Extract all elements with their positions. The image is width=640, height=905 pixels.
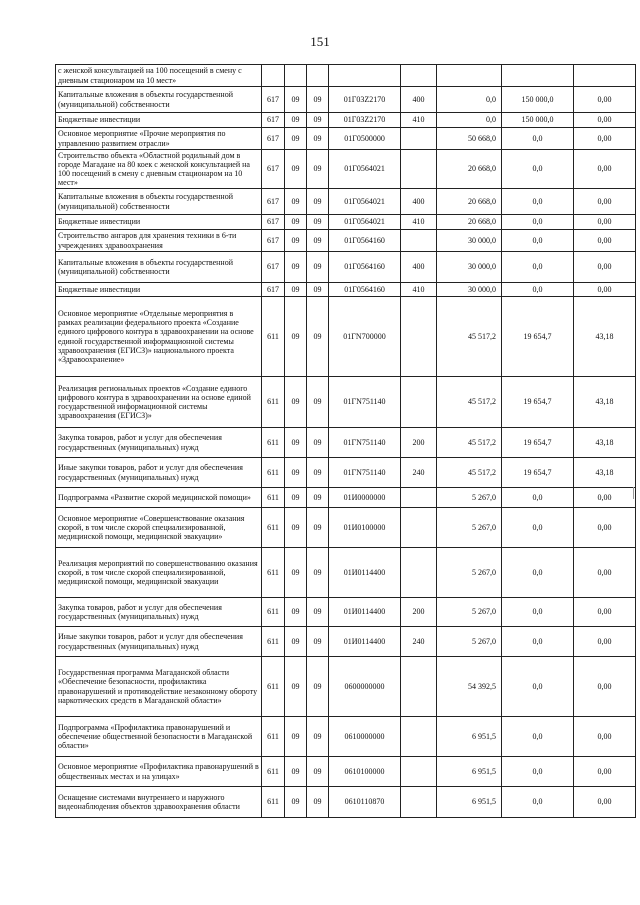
row-target-article: 01ГN700000 bbox=[329, 297, 401, 377]
row-subsection: 09 bbox=[307, 458, 329, 488]
row-planned: 0,0 bbox=[437, 87, 502, 113]
row-planned: 5 267,0 bbox=[437, 598, 502, 627]
row-expense-type: 240 bbox=[401, 458, 437, 488]
row-name: Подпрограмма «Развитие скорой медицинской помощи» bbox=[56, 488, 262, 508]
row-subsection: 09 bbox=[307, 150, 329, 189]
table-row bbox=[56, 65, 636, 87]
row-target-article: 01Г03Z2170 bbox=[329, 87, 401, 113]
row-name: Основное мероприятие «Совершенствование оказания скорой, в том числе скорой специализированной, медицинской помощи, медицинской эвакуации» bbox=[56, 508, 262, 548]
row-subsection: 09 bbox=[307, 508, 329, 548]
row-percent: 43,18 bbox=[574, 428, 636, 458]
scan-edge-mark bbox=[633, 487, 634, 499]
row-subsection bbox=[307, 65, 329, 87]
row-name: Основное мероприятие «Отдельные мероприятия в рамках реализации федерального проекта «Создание единого цифрового контура в здравоохранении на основе единой государственной информационной системы здравоохранения (ЕГИСЗ)» национального проекта «Здравоохранение» bbox=[56, 297, 262, 377]
row-target-article: 01Г0564021 bbox=[329, 189, 401, 215]
row-target-article: 01ГN751140 bbox=[329, 458, 401, 488]
row-target-article: 01И0000000 bbox=[329, 488, 401, 508]
table-row bbox=[56, 252, 636, 283]
row-grbs: 617 bbox=[262, 87, 285, 113]
row-name: Основное мероприятие «Прочие мероприятия по управлению развитием отрасли» bbox=[56, 128, 262, 150]
row-subsection: 09 bbox=[307, 252, 329, 283]
row-target-article: 01Г0500000 bbox=[329, 128, 401, 150]
row-executed: 19 654,7 bbox=[502, 377, 574, 428]
row-expense-type bbox=[401, 787, 437, 818]
row-section: 09 bbox=[285, 787, 307, 818]
row-section: 09 bbox=[285, 150, 307, 189]
row-section: 09 bbox=[285, 128, 307, 150]
row-executed: 0,0 bbox=[502, 252, 574, 283]
row-expense-type bbox=[401, 488, 437, 508]
row-subsection: 09 bbox=[307, 215, 329, 230]
row-subsection: 09 bbox=[307, 113, 329, 128]
table-row bbox=[56, 87, 636, 113]
row-subsection: 09 bbox=[307, 428, 329, 458]
row-planned: 6 951,5 bbox=[437, 757, 502, 787]
row-planned: 45 517,2 bbox=[437, 377, 502, 428]
row-percent: 0,00 bbox=[574, 230, 636, 252]
row-target-article: 01И0100000 bbox=[329, 508, 401, 548]
row-grbs: 611 bbox=[262, 458, 285, 488]
row-grbs: 611 bbox=[262, 627, 285, 657]
row-planned: 30 000,0 bbox=[437, 230, 502, 252]
table-row bbox=[56, 215, 636, 230]
row-expense-type: 400 bbox=[401, 87, 437, 113]
row-expense-type: 400 bbox=[401, 252, 437, 283]
row-expense-type bbox=[401, 717, 437, 757]
row-grbs bbox=[262, 65, 285, 87]
row-planned: 20 668,0 bbox=[437, 189, 502, 215]
row-grbs: 611 bbox=[262, 757, 285, 787]
row-target-article: 0610110870 bbox=[329, 787, 401, 818]
row-executed: 19 654,7 bbox=[502, 297, 574, 377]
table-row bbox=[56, 627, 636, 657]
row-target-article: 01И0114400 bbox=[329, 548, 401, 598]
row-subsection: 09 bbox=[307, 87, 329, 113]
row-subsection: 09 bbox=[307, 297, 329, 377]
row-section: 09 bbox=[285, 598, 307, 627]
table-row bbox=[56, 297, 636, 377]
row-section: 09 bbox=[285, 757, 307, 787]
row-subsection: 09 bbox=[307, 598, 329, 627]
row-target-article: 0610000000 bbox=[329, 717, 401, 757]
row-subsection: 09 bbox=[307, 488, 329, 508]
row-executed: 0,0 bbox=[502, 283, 574, 297]
row-section: 09 bbox=[285, 458, 307, 488]
table-row bbox=[56, 150, 636, 189]
row-section: 09 bbox=[285, 377, 307, 428]
row-target-article: 01Г0564021 bbox=[329, 150, 401, 189]
row-name: Строительство ангаров для хранения техники в 6-ти учреждениях здравоохранения bbox=[56, 230, 262, 252]
row-expense-type bbox=[401, 377, 437, 428]
row-target-article: 01Г0564160 bbox=[329, 252, 401, 283]
row-target-article: 01Г0564160 bbox=[329, 230, 401, 252]
row-grbs: 611 bbox=[262, 377, 285, 428]
row-subsection: 09 bbox=[307, 787, 329, 818]
row-percent: 0,00 bbox=[574, 113, 636, 128]
row-name: Бюджетные инвестиции bbox=[56, 215, 262, 230]
row-grbs: 611 bbox=[262, 488, 285, 508]
row-percent: 0,00 bbox=[574, 150, 636, 189]
row-expense-type: 240 bbox=[401, 627, 437, 657]
table-row bbox=[56, 428, 636, 458]
row-grbs: 617 bbox=[262, 150, 285, 189]
row-planned: 45 517,2 bbox=[437, 458, 502, 488]
row-subsection: 09 bbox=[307, 189, 329, 215]
row-section: 09 bbox=[285, 548, 307, 598]
row-grbs: 611 bbox=[262, 598, 285, 627]
row-expense-type bbox=[401, 508, 437, 548]
row-executed: 0,0 bbox=[502, 189, 574, 215]
row-planned: 5 267,0 bbox=[437, 627, 502, 657]
row-percent: 43,18 bbox=[574, 297, 636, 377]
row-name: Реализация мероприятий по совершенствованию оказания скорой, в том числе скорой специализированной, медицинской помощи, медицинской эвакуации bbox=[56, 548, 262, 598]
row-target-article: 0600000000 bbox=[329, 657, 401, 717]
row-target-article: 01И0114400 bbox=[329, 598, 401, 627]
row-expense-type bbox=[401, 150, 437, 189]
row-section: 09 bbox=[285, 113, 307, 128]
row-executed: 0,0 bbox=[502, 598, 574, 627]
row-planned: 45 517,2 bbox=[437, 297, 502, 377]
table-row bbox=[56, 508, 636, 548]
row-grbs: 611 bbox=[262, 657, 285, 717]
row-name: Строительство объекта «Областной родильный дом в городе Магадане на 80 коек с женской консультацией на 100 посещений в смену с дневным стационаром на 10 мест» bbox=[56, 150, 262, 189]
row-executed: 0,0 bbox=[502, 717, 574, 757]
row-section: 09 bbox=[285, 189, 307, 215]
row-grbs: 611 bbox=[262, 428, 285, 458]
row-planned: 54 392,5 bbox=[437, 657, 502, 717]
table-row bbox=[56, 230, 636, 252]
row-percent: 0,00 bbox=[574, 508, 636, 548]
row-grbs: 617 bbox=[262, 128, 285, 150]
row-executed: 0,0 bbox=[502, 230, 574, 252]
row-target-article: 01ГN751140 bbox=[329, 428, 401, 458]
row-expense-type bbox=[401, 657, 437, 717]
row-section: 09 bbox=[285, 297, 307, 377]
row-percent: 0,00 bbox=[574, 215, 636, 230]
row-section: 09 bbox=[285, 230, 307, 252]
row-grbs: 617 bbox=[262, 215, 285, 230]
row-name: Капитальные вложения в объекты государственной (муниципальной) собственности bbox=[56, 87, 262, 113]
row-name: Оснащение системами внутреннего и наружного видеонаблюдения объектов здравоохранения области bbox=[56, 787, 262, 818]
row-expense-type bbox=[401, 297, 437, 377]
row-percent: 43,18 bbox=[574, 377, 636, 428]
row-name: Подпрограмма «Профилактика правонарушений и обеспечение общественной безопасности в Магаданской области» bbox=[56, 717, 262, 757]
row-name: Иные закупки товаров, работ и услуг для обеспечения государственных (муниципальных) нужд bbox=[56, 458, 262, 488]
row-name: Реализация региональных проектов «Создание единого цифрового контура в здравоохранении на основе единой государственной информационной системы здравоохранения (ЕГИСЗ)» bbox=[56, 377, 262, 428]
row-section: 09 bbox=[285, 488, 307, 508]
row-percent: 0,00 bbox=[574, 657, 636, 717]
row-expense-type: 200 bbox=[401, 598, 437, 627]
row-section: 09 bbox=[285, 283, 307, 297]
table-row bbox=[56, 113, 636, 128]
row-grbs: 617 bbox=[262, 230, 285, 252]
row-name: с женской консультацией на 100 посещений в смену с дневным стационаром на 10 мест» bbox=[56, 65, 262, 87]
row-section: 09 bbox=[285, 252, 307, 283]
row-planned: 5 267,0 bbox=[437, 508, 502, 548]
table-row bbox=[56, 377, 636, 428]
row-name: Бюджетные инвестиции bbox=[56, 283, 262, 297]
row-planned: 30 000,0 bbox=[437, 252, 502, 283]
row-executed: 0,0 bbox=[502, 787, 574, 818]
row-name: Государственная программа Магаданской области «Обеспечение безопасности, профилактика правонарушений и противодействие незаконному обороту наркотических средств в Магаданской области» bbox=[56, 657, 262, 717]
row-name: Капитальные вложения в объекты государственной (муниципальной) собственности bbox=[56, 189, 262, 215]
row-percent: 0,00 bbox=[574, 757, 636, 787]
table-row bbox=[56, 787, 636, 818]
row-section bbox=[285, 65, 307, 87]
row-executed: 0,0 bbox=[502, 657, 574, 717]
row-name: Основное мероприятие «Профилактика правонарушений в общественных местах и на улицах» bbox=[56, 757, 262, 787]
row-planned: 0,0 bbox=[437, 113, 502, 128]
row-executed: 0,0 bbox=[502, 215, 574, 230]
row-subsection: 09 bbox=[307, 128, 329, 150]
row-target-article bbox=[329, 65, 401, 87]
row-expense-type bbox=[401, 128, 437, 150]
row-target-article: 0610100000 bbox=[329, 757, 401, 787]
table-row bbox=[56, 657, 636, 717]
row-percent: 0,00 bbox=[574, 627, 636, 657]
table-row bbox=[56, 488, 636, 508]
row-subsection: 09 bbox=[307, 548, 329, 598]
row-expense-type: 410 bbox=[401, 113, 437, 128]
budget-table bbox=[55, 64, 636, 818]
row-target-article: 01Г0564160 bbox=[329, 283, 401, 297]
row-executed: 19 654,7 bbox=[502, 428, 574, 458]
row-grbs: 617 bbox=[262, 283, 285, 297]
row-percent: 43,18 bbox=[574, 458, 636, 488]
row-expense-type: 400 bbox=[401, 189, 437, 215]
row-subsection: 09 bbox=[307, 283, 329, 297]
table-body bbox=[56, 65, 636, 818]
row-section: 09 bbox=[285, 428, 307, 458]
row-percent: 0,00 bbox=[574, 189, 636, 215]
row-percent bbox=[574, 65, 636, 87]
row-name: Бюджетные инвестиции bbox=[56, 113, 262, 128]
row-executed bbox=[502, 65, 574, 87]
row-percent: 0,00 bbox=[574, 787, 636, 818]
row-executed: 150 000,0 bbox=[502, 113, 574, 128]
row-planned: 5 267,0 bbox=[437, 548, 502, 598]
row-executed: 19 654,7 bbox=[502, 458, 574, 488]
row-planned bbox=[437, 65, 502, 87]
row-grbs: 617 bbox=[262, 113, 285, 128]
row-name: Иные закупки товаров, работ и услуг для обеспечения государственных (муниципальных) нужд bbox=[56, 627, 262, 657]
row-percent: 0,00 bbox=[574, 252, 636, 283]
row-percent: 0,00 bbox=[574, 87, 636, 113]
row-planned: 5 267,0 bbox=[437, 488, 502, 508]
row-target-article: 01Г0564021 bbox=[329, 215, 401, 230]
row-executed: 0,0 bbox=[502, 508, 574, 548]
row-target-article: 01Г03Z2170 bbox=[329, 113, 401, 128]
table-row bbox=[56, 548, 636, 598]
row-executed: 0,0 bbox=[502, 128, 574, 150]
table-row bbox=[56, 757, 636, 787]
row-section: 09 bbox=[285, 87, 307, 113]
row-grbs: 611 bbox=[262, 717, 285, 757]
table-row bbox=[56, 598, 636, 627]
row-section: 09 bbox=[285, 627, 307, 657]
row-target-article: 01ГN751140 bbox=[329, 377, 401, 428]
row-planned: 45 517,2 bbox=[437, 428, 502, 458]
row-executed: 0,0 bbox=[502, 627, 574, 657]
page-number: 151 bbox=[310, 34, 330, 49]
row-expense-type bbox=[401, 548, 437, 598]
row-section: 09 bbox=[285, 508, 307, 548]
row-grbs: 611 bbox=[262, 297, 285, 377]
row-grbs: 611 bbox=[262, 548, 285, 598]
row-name: Закупка товаров, работ и услуг для обеспечения государственных (муниципальных) нужд bbox=[56, 428, 262, 458]
row-expense-type: 410 bbox=[401, 215, 437, 230]
row-name: Закупка товаров, работ и услуг для обеспечения государственных (муниципальных) нужд bbox=[56, 598, 262, 627]
row-percent: 0,00 bbox=[574, 598, 636, 627]
row-executed: 0,0 bbox=[502, 488, 574, 508]
row-subsection: 09 bbox=[307, 717, 329, 757]
table-row bbox=[56, 189, 636, 215]
row-subsection: 09 bbox=[307, 657, 329, 717]
row-percent: 0,00 bbox=[574, 488, 636, 508]
row-section: 09 bbox=[285, 717, 307, 757]
table-row bbox=[56, 128, 636, 150]
row-percent: 0,00 bbox=[574, 717, 636, 757]
table-row bbox=[56, 283, 636, 297]
row-section: 09 bbox=[285, 657, 307, 717]
row-planned: 6 951,5 bbox=[437, 787, 502, 818]
row-grbs: 617 bbox=[262, 252, 285, 283]
row-name: Капитальные вложения в объекты государственной (муниципальной) собственности bbox=[56, 252, 262, 283]
row-expense-type: 200 bbox=[401, 428, 437, 458]
row-grbs: 617 bbox=[262, 189, 285, 215]
row-expense-type: 410 bbox=[401, 283, 437, 297]
row-percent: 0,00 bbox=[574, 548, 636, 598]
row-expense-type bbox=[401, 65, 437, 87]
row-grbs: 611 bbox=[262, 508, 285, 548]
row-expense-type bbox=[401, 230, 437, 252]
row-planned: 50 668,0 bbox=[437, 128, 502, 150]
row-subsection: 09 bbox=[307, 377, 329, 428]
row-executed: 0,0 bbox=[502, 150, 574, 189]
row-subsection: 09 bbox=[307, 627, 329, 657]
row-percent: 0,00 bbox=[574, 283, 636, 297]
row-executed: 0,0 bbox=[502, 548, 574, 598]
row-percent: 0,00 bbox=[574, 128, 636, 150]
row-section: 09 bbox=[285, 215, 307, 230]
table-row bbox=[56, 717, 636, 757]
row-subsection: 09 bbox=[307, 757, 329, 787]
row-grbs: 611 bbox=[262, 787, 285, 818]
row-expense-type bbox=[401, 757, 437, 787]
row-executed: 150 000,0 bbox=[502, 87, 574, 113]
row-subsection: 09 bbox=[307, 230, 329, 252]
row-planned: 20 668,0 bbox=[437, 215, 502, 230]
row-executed: 0,0 bbox=[502, 757, 574, 787]
row-target-article: 01И0114400 bbox=[329, 627, 401, 657]
row-planned: 6 951,5 bbox=[437, 717, 502, 757]
row-planned: 20 668,0 bbox=[437, 150, 502, 189]
row-planned: 30 000,0 bbox=[437, 283, 502, 297]
table-row bbox=[56, 458, 636, 488]
